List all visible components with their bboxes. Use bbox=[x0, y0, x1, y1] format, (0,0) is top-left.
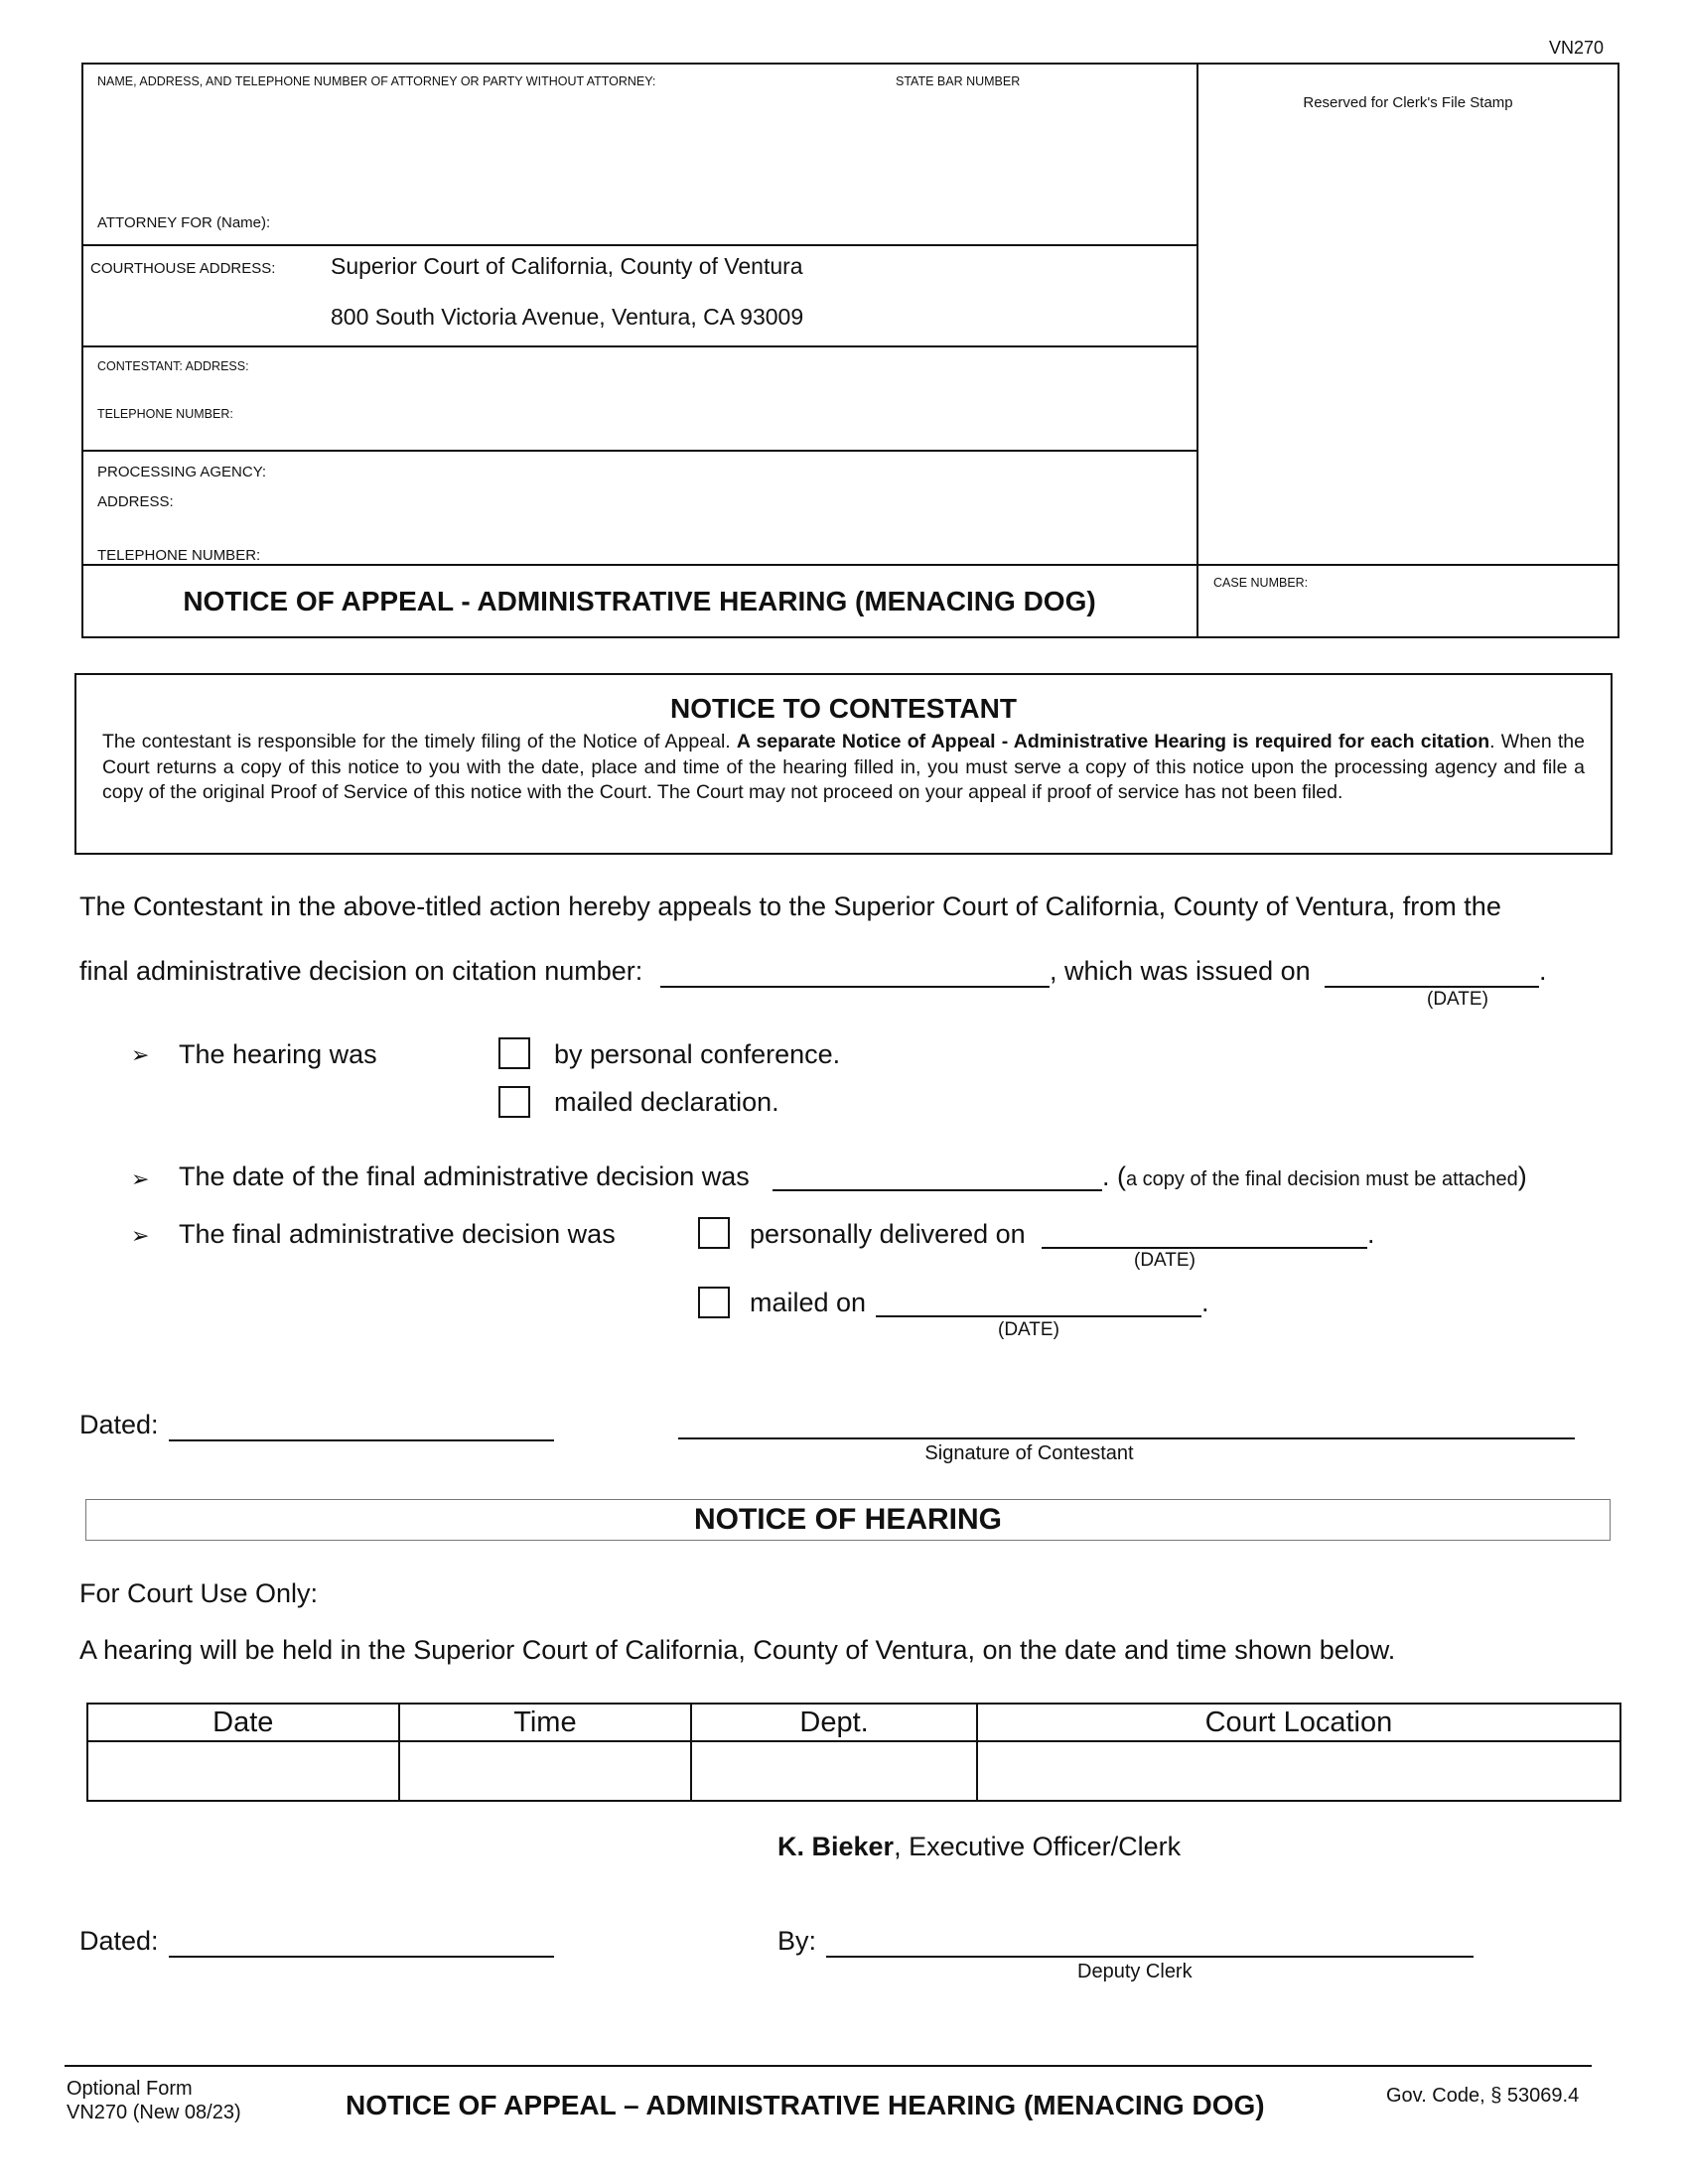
form-title: NOTICE OF APPEAL - ADMINISTRATIVE HEARING (MENACING DOG) bbox=[183, 586, 1096, 616]
clerk-stamp-label: Reserved for Clerk's File Stamp bbox=[1303, 94, 1513, 111]
attorney-label: NAME, ADDRESS, AND TELEPHONE NUMBER OF ATTORNEY OR PARTY WITHOUT ATTORNEY: bbox=[97, 74, 656, 88]
appeal-line2-end: . bbox=[1539, 956, 1547, 986]
signature-caption: Signature of Contestant bbox=[924, 1442, 1134, 1464]
agency-address-label: ADDRESS: bbox=[97, 493, 174, 510]
divider bbox=[81, 345, 1197, 347]
notice-body bbox=[102, 730, 1585, 806]
delivered-date-field[interactable] bbox=[1042, 1247, 1367, 1249]
hearing-location-cell[interactable] bbox=[977, 1741, 1620, 1801]
bullet-icon: ➢ bbox=[131, 1223, 150, 1248]
mailed-declaration-checkbox[interactable] bbox=[498, 1086, 530, 1118]
decision-date-field[interactable] bbox=[773, 1189, 1102, 1191]
agency-label: PROCESSING AGENCY: bbox=[97, 464, 267, 480]
hearing-was-label: The hearing was bbox=[179, 1039, 377, 1069]
notice-to-contestant-box bbox=[74, 673, 1613, 855]
divider bbox=[81, 244, 1197, 246]
decision-date-note bbox=[1102, 1161, 1527, 1192]
clerk-title: , Executive Officer/Clerk bbox=[894, 1832, 1182, 1861]
column-header-court-location: Court Location bbox=[977, 1704, 1620, 1741]
mailed-date-field[interactable] bbox=[876, 1315, 1201, 1317]
mailed-on-checkbox[interactable] bbox=[698, 1287, 730, 1318]
dated-field[interactable] bbox=[169, 1439, 554, 1441]
hearing-date-cell[interactable] bbox=[87, 1741, 399, 1801]
footer-rule bbox=[65, 2065, 1592, 2067]
mailed-declaration-label: mailed declaration. bbox=[554, 1087, 779, 1117]
personally-delivered-checkbox[interactable] bbox=[698, 1217, 730, 1249]
mailed-on-label: mailed on bbox=[750, 1288, 867, 1317]
clerk-signature-block bbox=[777, 1832, 1181, 1862]
clerk-name: K. Bieker bbox=[777, 1832, 895, 1861]
contestant-phone-label: TELEPHONE NUMBER: bbox=[97, 407, 233, 421]
paren: . ( bbox=[1102, 1161, 1126, 1191]
footer-title: NOTICE OF APPEAL – ADMINISTRATIVE HEARING (MENACING DOG) bbox=[346, 2090, 1265, 2120]
citation-number-field[interactable] bbox=[660, 986, 1050, 988]
court-use-label: For Court Use Only: bbox=[79, 1578, 319, 1608]
appeal-line2-prefix: final administrative decision on citation number: bbox=[79, 956, 643, 986]
divider bbox=[81, 450, 1197, 452]
appeal-line2-mid: , which was issued on bbox=[1050, 956, 1311, 986]
column-header-dept: Dept. bbox=[691, 1704, 977, 1741]
column-header-date: Date bbox=[87, 1704, 399, 1741]
contestant-label: CONTESTANT: ADDRESS: bbox=[97, 359, 249, 373]
decision-was-label: The final administrative decision was bbox=[179, 1219, 616, 1249]
notice-title: NOTICE TO CONTESTANT bbox=[670, 693, 1017, 724]
courthouse-line2: 800 South Victoria Avenue, Ventura, CA 93009 bbox=[331, 304, 804, 330]
table-header-row bbox=[87, 1704, 1620, 1741]
optional-form-label: Optional Form bbox=[67, 2078, 193, 2100]
notice-of-hearing-title: NOTICE OF HEARING bbox=[85, 1499, 1611, 1541]
bullet-icon: ➢ bbox=[131, 1166, 150, 1191]
form-code: VN270 bbox=[1549, 38, 1605, 58]
appeal-line1: The Contestant in the above-titled action hereby appeals to the Superior Court of California, County of Ventura, from the bbox=[79, 891, 1501, 921]
paren: ) bbox=[1517, 1161, 1527, 1191]
dated-label: Dated: bbox=[79, 1926, 159, 1956]
decision-note-text: a copy of the final decision must be attached bbox=[1126, 1168, 1518, 1190]
table-row bbox=[87, 1741, 1620, 1801]
signature-field[interactable] bbox=[678, 1437, 1575, 1439]
issued-date-field[interactable] bbox=[1325, 986, 1539, 988]
deputy-clerk-caption: Deputy Clerk bbox=[1077, 1961, 1193, 1982]
deputy-clerk-signature-field[interactable] bbox=[826, 1956, 1474, 1958]
state-bar-label: STATE BAR NUMBER bbox=[896, 74, 1021, 88]
date-caption: (DATE) bbox=[998, 1319, 1059, 1340]
notice-text: The contestant is responsible for the timely filing of the Notice of Appeal. bbox=[102, 731, 737, 752]
hearing-statement: A hearing will be held in the Superior Court of California, County of Ventura, on the date and time shown below. bbox=[79, 1635, 1396, 1665]
bullet-icon: ➢ bbox=[131, 1042, 150, 1067]
period: . bbox=[1201, 1288, 1209, 1317]
agency-phone-label: TELEPHONE NUMBER: bbox=[97, 547, 261, 564]
column-header-time: Time bbox=[399, 1704, 692, 1741]
footer-code: Gov. Code, § 53069.4 bbox=[1386, 2085, 1580, 2107]
by-label: By: bbox=[777, 1926, 817, 1956]
caption-box bbox=[81, 63, 1619, 638]
personally-delivered-label: personally delivered on bbox=[750, 1219, 1026, 1249]
personal-conference-checkbox[interactable] bbox=[498, 1037, 530, 1069]
hearing-dept-cell[interactable] bbox=[691, 1741, 977, 1801]
form-version: VN270 (New 08/23) bbox=[67, 2102, 241, 2123]
courthouse-line1: Superior Court of California, County of Ventura bbox=[331, 253, 803, 279]
attorney-for-label: ATTORNEY FOR (Name): bbox=[97, 214, 271, 231]
footer-form-info bbox=[67, 2077, 241, 2124]
date-caption: (DATE) bbox=[1427, 989, 1488, 1010]
hearing-dated-field[interactable] bbox=[169, 1956, 554, 1958]
courthouse-label: COURTHOUSE ADDRESS: bbox=[90, 260, 276, 277]
date-caption: (DATE) bbox=[1134, 1250, 1196, 1271]
dated-label: Dated: bbox=[79, 1410, 159, 1439]
period: . bbox=[1367, 1219, 1375, 1249]
decision-date-label: The date of the final administrative decision was bbox=[179, 1161, 750, 1191]
case-number-label: CASE NUMBER: bbox=[1213, 576, 1309, 590]
personal-conference-label: by personal conference. bbox=[554, 1039, 841, 1069]
hearing-time-cell[interactable] bbox=[399, 1741, 692, 1801]
notice-text-bold: A separate Notice of Appeal - Administrative Hearing is required for each citation bbox=[736, 731, 1490, 752]
hearing-table bbox=[86, 1703, 1621, 1802]
notice-text: . When the Court returns a copy of this notice to you with the date, place and time of the hearing filled in, you must serve a copy of this notice upon the processing agency and file a copy of the original Proof of Service of this notice with the Court. The Court may not proceed on your appeal if proof of service has not been filed. bbox=[102, 731, 1585, 803]
caption-divider bbox=[1196, 63, 1198, 638]
